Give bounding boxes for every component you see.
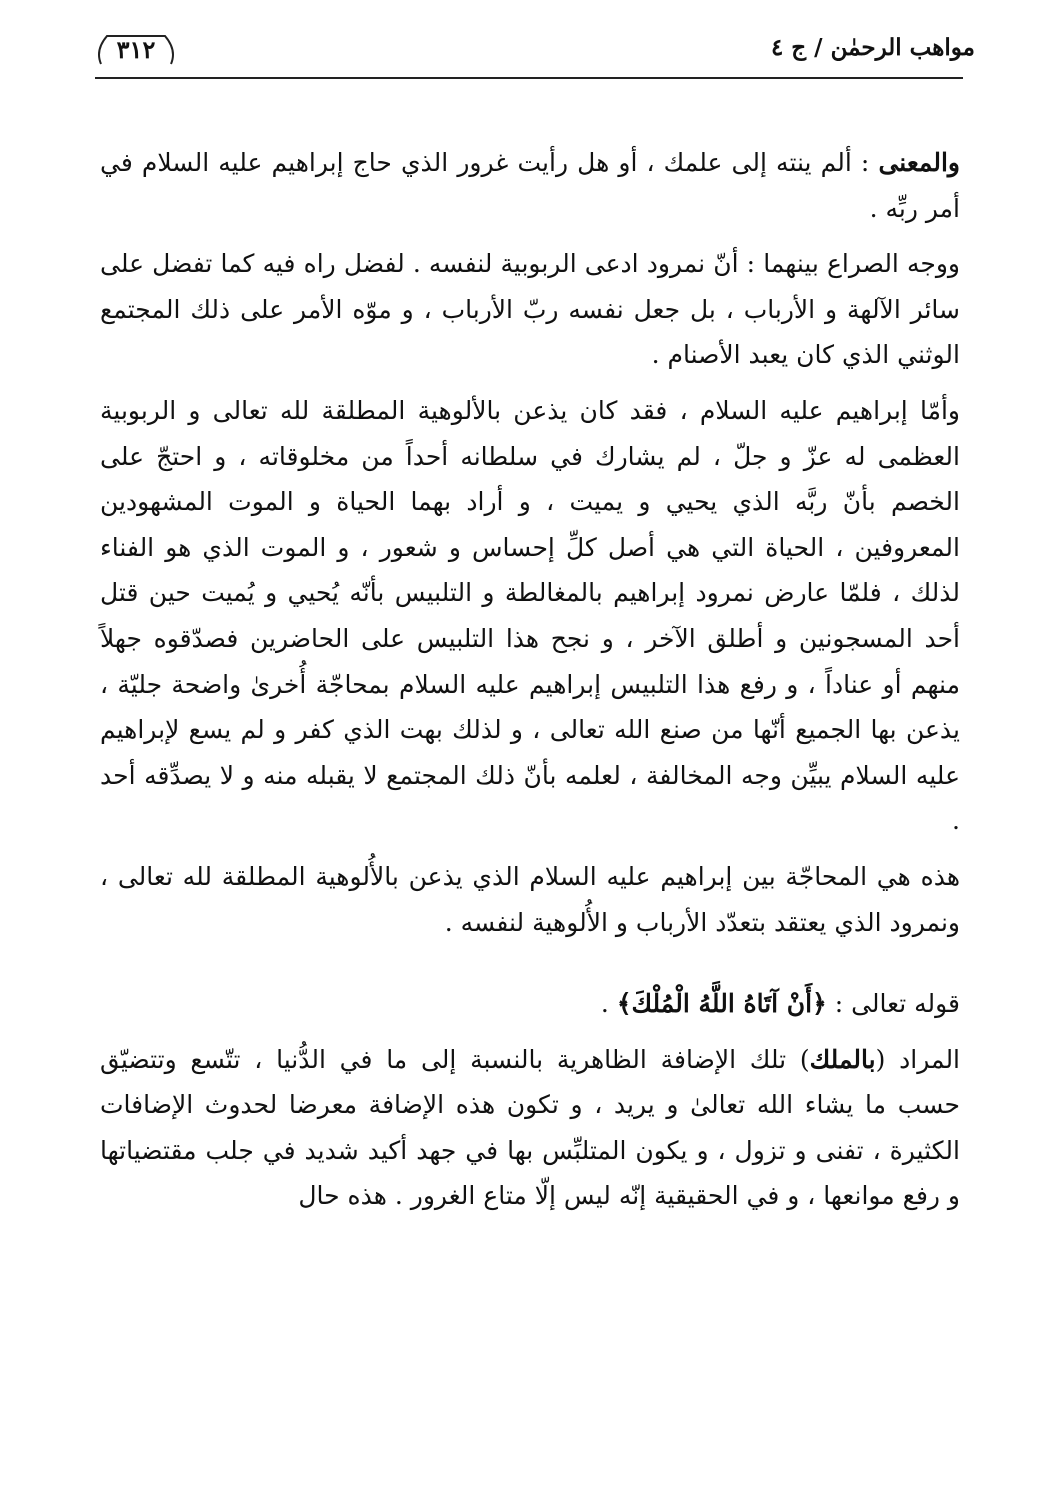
page-number-badge <box>95 30 177 70</box>
paragraph-text: ووجه الصراع بينهما : أنّ نمرود ادعى الربوبية لنفسه . لفضل راه فيه كما تفضل على سائر الآلهة و الأرباب ، بل جعل نفسه ربّ الأرباب ، و موّه الأمر على ذلك المجتمع الوثني الذي كان يعبد الأصنام . <box>100 249 960 370</box>
verse-prefix: قوله تعالى : <box>826 989 960 1019</box>
paragraph-meaning <box>100 140 960 231</box>
page-number: ٣١٢ <box>116 35 156 64</box>
paragraph-verse <box>100 981 960 1027</box>
paragraph-text: : ألم ينته إلى علمك ، أو هل رأيت غرور الذي حاج إبراهيم عليه السلام في أمر ربِّه . <box>100 148 960 223</box>
paragraph-text: وأمّا إبراهيم عليه السلام ، فقد كان يذعن بالألوهية المطلقة لله تعالى و الربوبية العظمى له عزّ و جلّ ، لم يشارك في سلطانه أحداً من مخلوقاته ، و احتجّ على الخصم بأنّ ربَّه الذي يحيي و يميت ، و أراد بهما الحياة و الموت المشهودين المعروفين ، الحياة التي هي أصل كلِّ إحساس و شعور ، و الموت الذي هو الفناء لذلك ، فلمّا عارض نمرود إبراهيم بالمغالطة و التلبيس بأنّه يُحيي و يُميت حين قتل أحد المسجونين و أطلق الآخر ، و نجح هذا التلبيس على الحاضرين فصدّقوه جهلاً منهم أو عناداً ، و رفع هذا التلبيس إبراهيم عليه السلام بمحاجّة أُخرىٰ واضحة جليّة ، يذعن بها الجميع أنّها من صنع الله تعالى ، و لذلك بهت الذي كفر و لم يسع لإبراهيم عليه السلام يبيِّن وجه المخالفة ، لعلمه بأنّ ذلك المجتمع لا يقبله منه و لا يصدِّقه أحد . <box>100 395 960 836</box>
page-header <box>95 28 975 82</box>
header-divider <box>95 77 963 79</box>
paragraph-kingdom <box>100 1037 960 1219</box>
paragraph-text: هذه هي المحاجّة بين إبراهيم عليه السلام الذي يذعن بالأُلوهية المطلقة لله تعالى ، ونمرود الذي يعتقد بتعدّد الأرباب و الأُلوهية لنفسه . <box>100 861 960 937</box>
paragraph-text: ) تلك الإضافة الظاهرية بالنسبة إلى ما في الدُّنيا ، تتّسع وتتضيّق حسب ما يشاء الله تعالىٰ و يريد ، و تكون هذه الإضافة معرضا لحدوث الإضافات الكثيرة ، تفنى و تزول ، و يكون المتلبِّس بها في جهد أكيد شديد في جلب مقتضياتها و رفع موانعها ، و في الحقيقية إنّه ليس إلّا متاع الغرور . هذه حال <box>100 1044 960 1211</box>
paragraph-label: بالملك <box>809 1044 876 1074</box>
running-title: مواهب الرحمٰن / ج ٤ <box>770 34 975 61</box>
paragraph-prefix: المراد ( <box>875 1044 961 1074</box>
paragraph-ibrahim <box>100 388 960 844</box>
body-text <box>100 140 960 1219</box>
verse-suffix: . <box>600 989 617 1019</box>
paragraph-summary <box>100 854 960 945</box>
paragraph-label: والمعنى <box>878 148 960 177</box>
paragraph-conflict <box>100 241 960 378</box>
verse-quote: ﴿أَنْ آتَاهُ اللَّهُ الْمُلْكَ﴾ <box>616 989 827 1019</box>
